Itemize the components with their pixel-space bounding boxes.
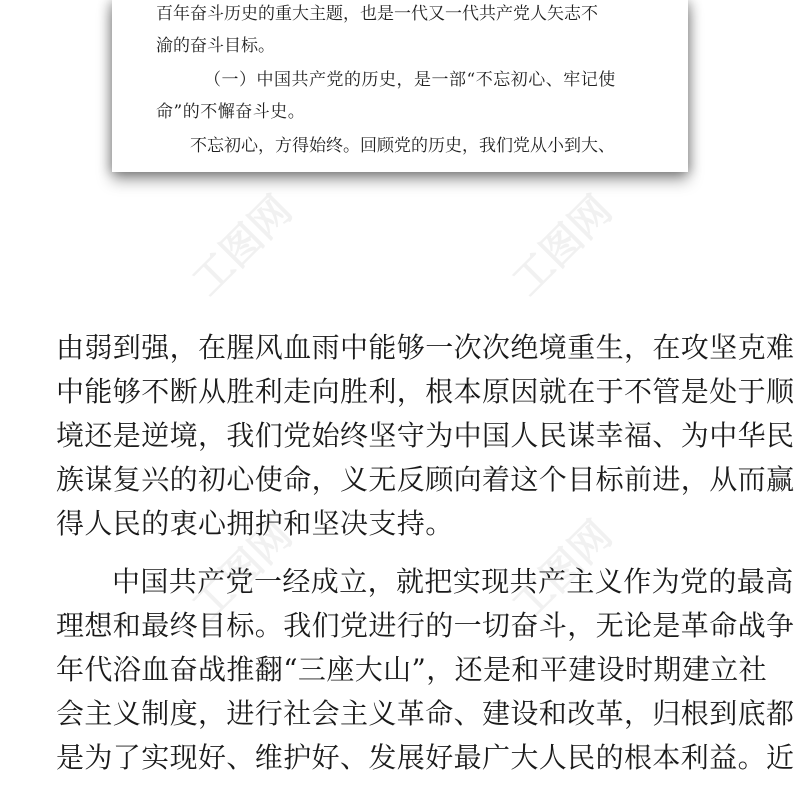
body-text-line: 中能够不断从胜利走向胜利，根本原因就在于不管是处于顺 [56, 375, 795, 408]
body-text-line: 是为了实现好、维护好、发展好最广大人民的根本利益。近 [56, 741, 795, 774]
body-text-line: 年代浴血奋战推翻“三座大山”，还是和平建设时期建立社 [56, 653, 768, 686]
body-text-line: 得人民的衷心拥护和坚决支持。 [56, 507, 454, 540]
body-text-line: 由弱到强，在腥风血雨中能够一次次绝境重生，在攻坚克难 [56, 331, 795, 364]
watermark: 工图网 [503, 512, 622, 630]
body-text-line: 会主义制度，进行社会主义革命、建设和改革，归根到底都 [56, 697, 795, 730]
watermark: 工图网 [503, 187, 622, 305]
watermark: 工图网 [183, 187, 302, 305]
card-text-line: 百年奋斗历史的重大主题，也是一代又一代共产党人矢志不 [156, 4, 598, 24]
body-text-line: 族谋复兴的初心使命，义无反顾向着这个目标前进，从而赢 [56, 463, 795, 496]
card-text-line: 渝的奋斗目标。 [156, 36, 275, 56]
body-text-line: 境还是逆境，我们党始终坚守为中国人民谋幸福、为中华民 [56, 419, 795, 452]
card-text-line: 不忘初心，方得始终。回顾党的历史，我们党从小到大、 [190, 136, 615, 156]
book-page-excerpt [112, 0, 688, 172]
body-text-line: 理想和最终目标。我们党进行的一切奋斗，无论是革命战争 [56, 609, 795, 642]
card-section-heading: （一）中国共产党的历史，是一部“不忘初心、牢记使 [204, 70, 616, 90]
watermark: 工图网 [183, 512, 302, 630]
body-paragraph-first-line: 中国共产党一经成立，就把实现共产主义作为党的最高 [112, 565, 794, 598]
card-section-heading-cont: 命”的不懈奋斗史。 [156, 102, 306, 122]
